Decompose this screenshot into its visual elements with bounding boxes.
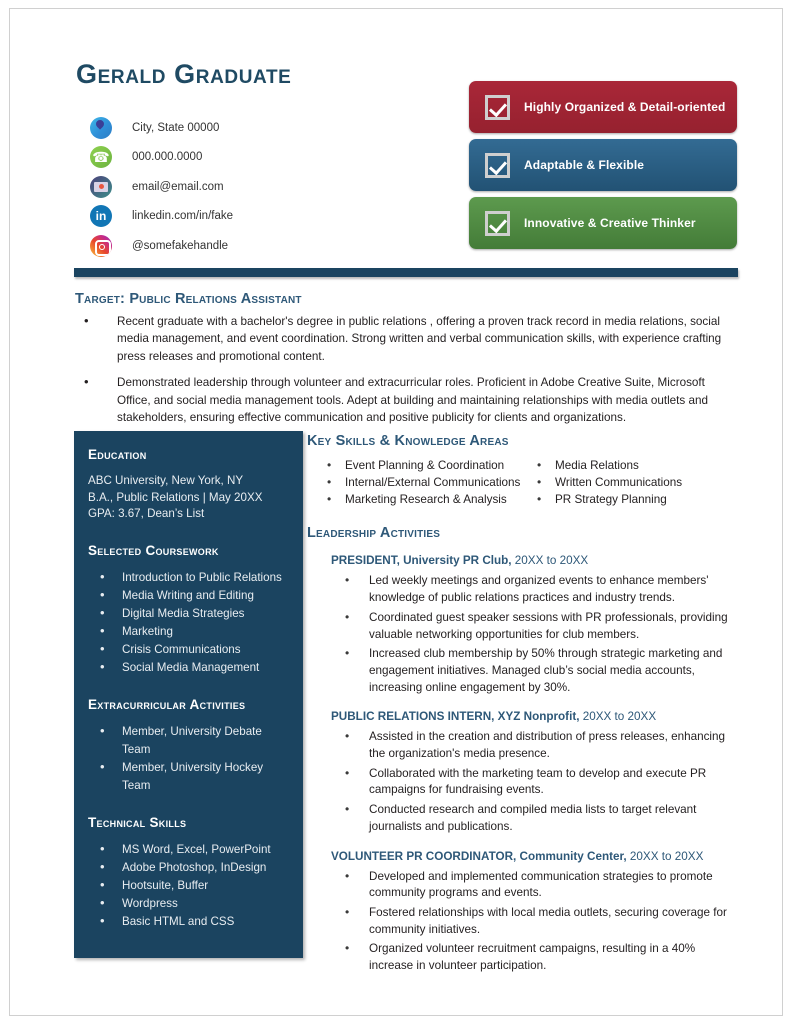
leadership-entry-title: [307, 709, 741, 724]
location-pin-icon: [90, 117, 112, 139]
list-item: • Introduction to Public Relations: [88, 569, 289, 587]
leadership-entry: [307, 849, 741, 975]
highlight-badge-label: Innovative & Creative Thinker: [524, 216, 696, 230]
leadership-entry: [307, 553, 741, 696]
leadership-entry-role: PRESIDENT, University PR Club,: [331, 554, 512, 568]
technical-skills-list: [88, 841, 289, 931]
summary-bullet: • Recent graduate with a bachelor's degree in public relations , offering a proven track record in media relations, social media management, and event coordination. Strong written and verbal communication skills, with experience crafting press releases and promotional content.: [75, 313, 740, 365]
list-item: • Fostered relationships with local media outlets, securing coverage for community initiatives.: [307, 905, 741, 938]
list-item: • Media Writing and Editing: [88, 587, 289, 605]
contact-row[interactable]: [90, 233, 390, 258]
leadership-entry-dates: 20XX to 20XX: [511, 554, 589, 568]
list-item: • Conducted research and compiled media lists to target relevant journalists and publications.: [307, 802, 741, 835]
leadership-entry-role: VOLUNTEER PR COORDINATOR, Community Center,: [331, 849, 627, 863]
list-item: • Collaborated with the marketing team to develop and execute PR campaigns for fundraising events.: [307, 766, 741, 799]
summary-bullet: • Demonstrated leadership through volunteer and extracurricular roles. Proficient in Adobe Creative Suite, Microsoft Office, and social media management tools. Adept at building and maintaining relationships with media outlets and stakeholders, ensuring effective communication and positive publicity for clients and organizations.: [75, 374, 740, 426]
page-title: Gerald Graduate: [76, 59, 292, 89]
leadership-entry-bullets: [307, 869, 741, 975]
list-item: • Hootsuite, Buffer: [88, 877, 289, 895]
highlight-badge: [469, 197, 737, 249]
list-item: • Developed and implemented communication strategies to promote community programs and events.: [307, 869, 741, 902]
leadership-entry-title: [307, 849, 741, 864]
contact-row[interactable]: [90, 174, 390, 199]
skill-item: • Internal/External Communications: [307, 475, 529, 492]
list-item: • Crisis Communications: [88, 641, 289, 659]
contact-text: linkedin.com/in/fake: [132, 210, 233, 222]
list-item: • Adobe Photoshop, InDesign: [88, 859, 289, 877]
highlight-badge-label: Highly Organized & Detail-oriented: [524, 100, 726, 114]
key-skills-heading: Key Skills & Knowledge Areas: [307, 433, 509, 449]
skill-item: • Marketing Research & Analysis: [307, 492, 529, 509]
list-item: • Digital Media Strategies: [88, 605, 289, 623]
coursework-list: [88, 569, 289, 677]
extracurricular-list: [88, 723, 289, 795]
leadership-entry-bullets: [307, 729, 741, 835]
list-item: • Member, University Debate Team: [88, 723, 289, 759]
list-item: • Member, University Hockey Team: [88, 759, 289, 795]
leadership-heading: Leadership Activities: [307, 525, 441, 542]
education-gpa: GPA: 3.67, Dean’s List: [88, 507, 205, 520]
list-item: • Coordinated guest speaker sessions with PR professionals, providing valuable networking opportunities for club members.: [307, 610, 741, 643]
skill-item: • PR Strategy Planning: [529, 492, 741, 509]
linkedin-icon: [90, 205, 112, 227]
leadership-entry-dates: 20XX to 20XX: [626, 849, 704, 863]
contact-text: City, State 00000: [132, 121, 220, 134]
target-section: [75, 291, 740, 435]
document-sheet: [9, 8, 783, 1016]
coursework-heading: Selected Coursework: [88, 542, 219, 558]
checkbox-checked-icon: [485, 95, 510, 120]
main-column: [307, 433, 741, 988]
leadership-entry-bullets: [307, 573, 741, 696]
contact-text: email@email.com: [132, 180, 224, 193]
leadership-jobs: [307, 553, 741, 974]
contact-text: @somefakehandle: [132, 239, 229, 252]
contact-text: 000.000.0000: [132, 151, 203, 163]
contact-row[interactable]: [90, 145, 390, 170]
checkbox-checked-icon: [485, 211, 510, 236]
extracurricular-heading: Extracurricular Activities: [88, 696, 246, 712]
contact-row[interactable]: [90, 204, 390, 229]
list-item: • Organized volunteer recruitment campaigns, resulting in a 40% increase in volunteer participation.: [307, 941, 741, 974]
list-item: • Marketing: [88, 623, 289, 641]
technical-skills-heading: Technical Skills: [88, 814, 187, 830]
education-degree: B.A., Public Relations | May 20XX: [88, 490, 263, 504]
list-item: • Assisted in the creation and distribution of press releases, enhancing the organization's media presence.: [307, 729, 741, 762]
list-item: • Wordpress: [88, 895, 289, 913]
list-item: • Social Media Management: [88, 659, 289, 677]
leadership-entry-dates: 20XX to 20XX: [579, 710, 657, 724]
list-item: • MS Word, Excel, PowerPoint: [88, 841, 289, 859]
highlight-badge: [469, 81, 737, 133]
education-school: ABC University, New York, NY: [88, 474, 244, 487]
skill-item: • Media Relations: [529, 458, 741, 475]
key-skills-grid: [307, 458, 741, 508]
header-divider: [74, 268, 738, 277]
education-heading: Education: [88, 447, 147, 462]
list-item: • Led weekly meetings and organized events to enhance members' knowledge of public relations practices and industry trends.: [307, 573, 741, 606]
target-heading: Target: Public Relations Assistant: [75, 291, 302, 307]
leadership-entry-role: PUBLIC RELATIONS INTERN, XYZ Nonprofit,: [331, 710, 580, 724]
skill-item: • Event Planning & Coordination: [307, 458, 529, 475]
leadership-entry: [307, 709, 741, 835]
summary-list: [75, 313, 740, 426]
email-icon: [90, 176, 112, 198]
contact-list: [90, 115, 390, 263]
highlight-badge-label: Adaptable & Flexible: [524, 158, 645, 172]
contact-row[interactable]: [90, 115, 390, 140]
instagram-icon: [90, 235, 112, 257]
sidebar: [74, 431, 303, 958]
leadership-entry-title: [307, 553, 741, 568]
phone-icon: [90, 146, 112, 168]
highlight-badges: [469, 81, 737, 255]
highlight-badge: [469, 139, 737, 191]
skill-item: • Written Communications: [529, 475, 741, 492]
education-details: [88, 473, 289, 523]
list-item: • Basic HTML and CSS: [88, 913, 289, 931]
list-item: • Increased club membership by 50% through strategic marketing and engagement initiatives. Managed club’s social media accounts, increasing online engagement by 30%.: [307, 646, 741, 696]
checkbox-checked-icon: [485, 153, 510, 178]
